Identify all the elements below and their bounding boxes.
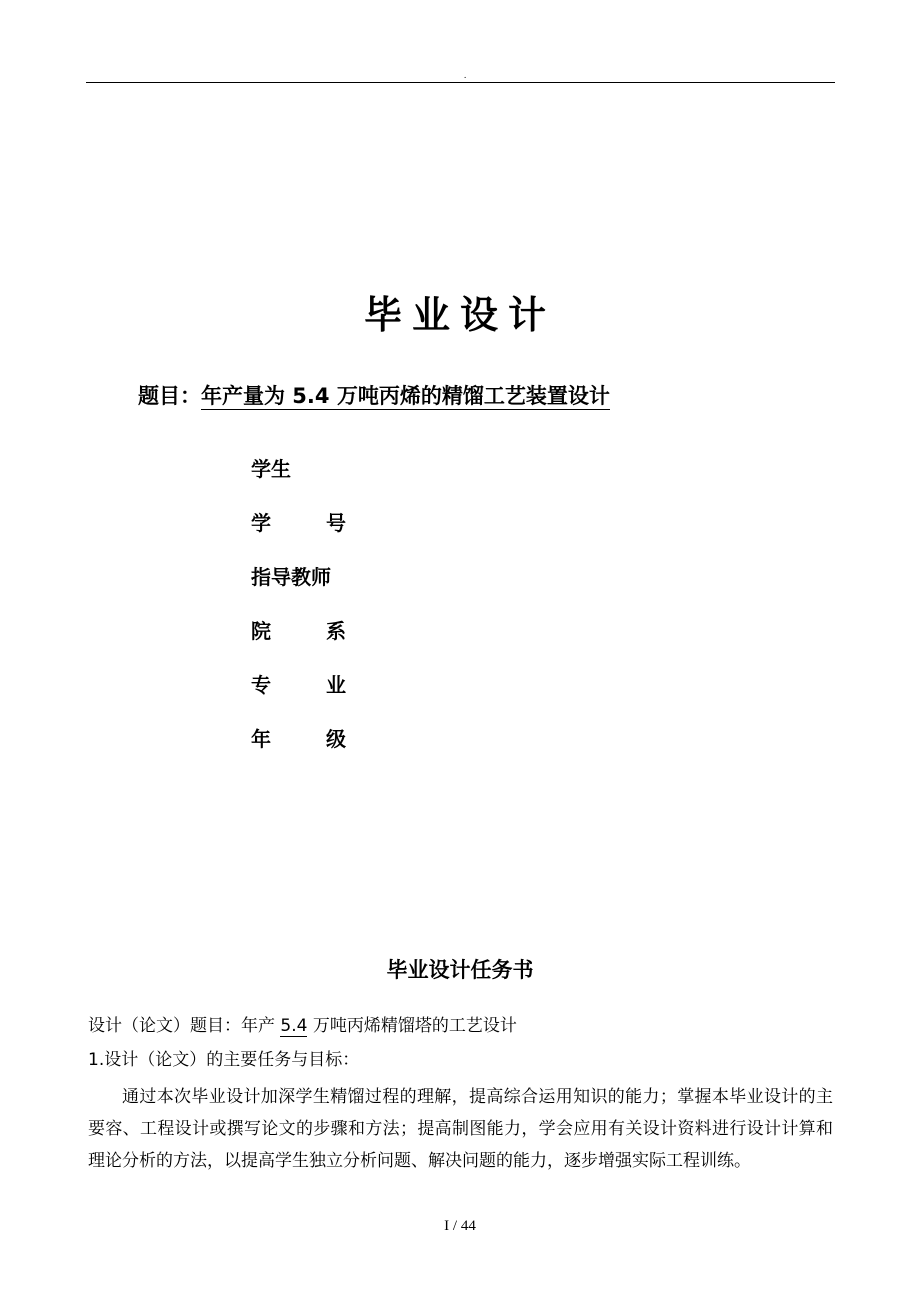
- field-advisor: [251, 563, 346, 617]
- goal-heading: 1.设计（论文）的主要任务与目标：: [88, 1050, 360, 1070]
- header-rule: [86, 82, 835, 83]
- field-department-char-2: 系: [326, 619, 346, 643]
- topic-row: [138, 381, 610, 411]
- field-department: [251, 617, 346, 671]
- task-title: 毕业设计任务书: [386, 958, 534, 982]
- task-subject-prefix: 设计（论文）题目：年产: [88, 1016, 281, 1036]
- field-grade-char-2: 级: [326, 727, 346, 751]
- task-subject-line: [88, 1014, 517, 1038]
- task-subject-suffix: 万吨丙烯精馏塔的工艺设计: [307, 1016, 517, 1036]
- field-student: [251, 455, 346, 509]
- field-grade-char-1: 年: [251, 727, 271, 751]
- topic-label: 题目：: [138, 384, 201, 408]
- field-major: [251, 671, 346, 725]
- field-advisor-label: 指导教师: [251, 565, 331, 589]
- task-subject-number: 5.4: [280, 1016, 308, 1036]
- field-grade: [251, 725, 346, 779]
- field-department-char-1: 院: [251, 619, 271, 643]
- goal-paragraph: 通过本次毕业设计加深学生精馏过程的理解，提高综合运用知识的能力；掌握本毕业设计的主要容、工程设计或撰写论文的步骤和方法；提高制图能力，学会应用有关设计资料进行设计计算和理论分析的方法，以提高学生独立分析问题、解决问题的能力，逐步增强实际工程训练。: [88, 1087, 833, 1171]
- field-student-id: [251, 509, 346, 563]
- field-student-id-char-2: 号: [326, 511, 346, 535]
- info-list: [251, 455, 346, 779]
- topic-value: 年产量为 5.4 万吨丙烯的精馏工艺装置设计: [201, 384, 610, 408]
- field-major-char-1: 专: [251, 673, 271, 697]
- field-student-label: 学生: [251, 457, 291, 481]
- field-major-char-2: 业: [326, 673, 346, 697]
- header-dot: .: [464, 70, 467, 80]
- page-number: I / 44: [444, 1218, 476, 1234]
- field-student-id-char-1: 学: [251, 511, 271, 535]
- page-title: 毕业设计: [363, 293, 556, 337]
